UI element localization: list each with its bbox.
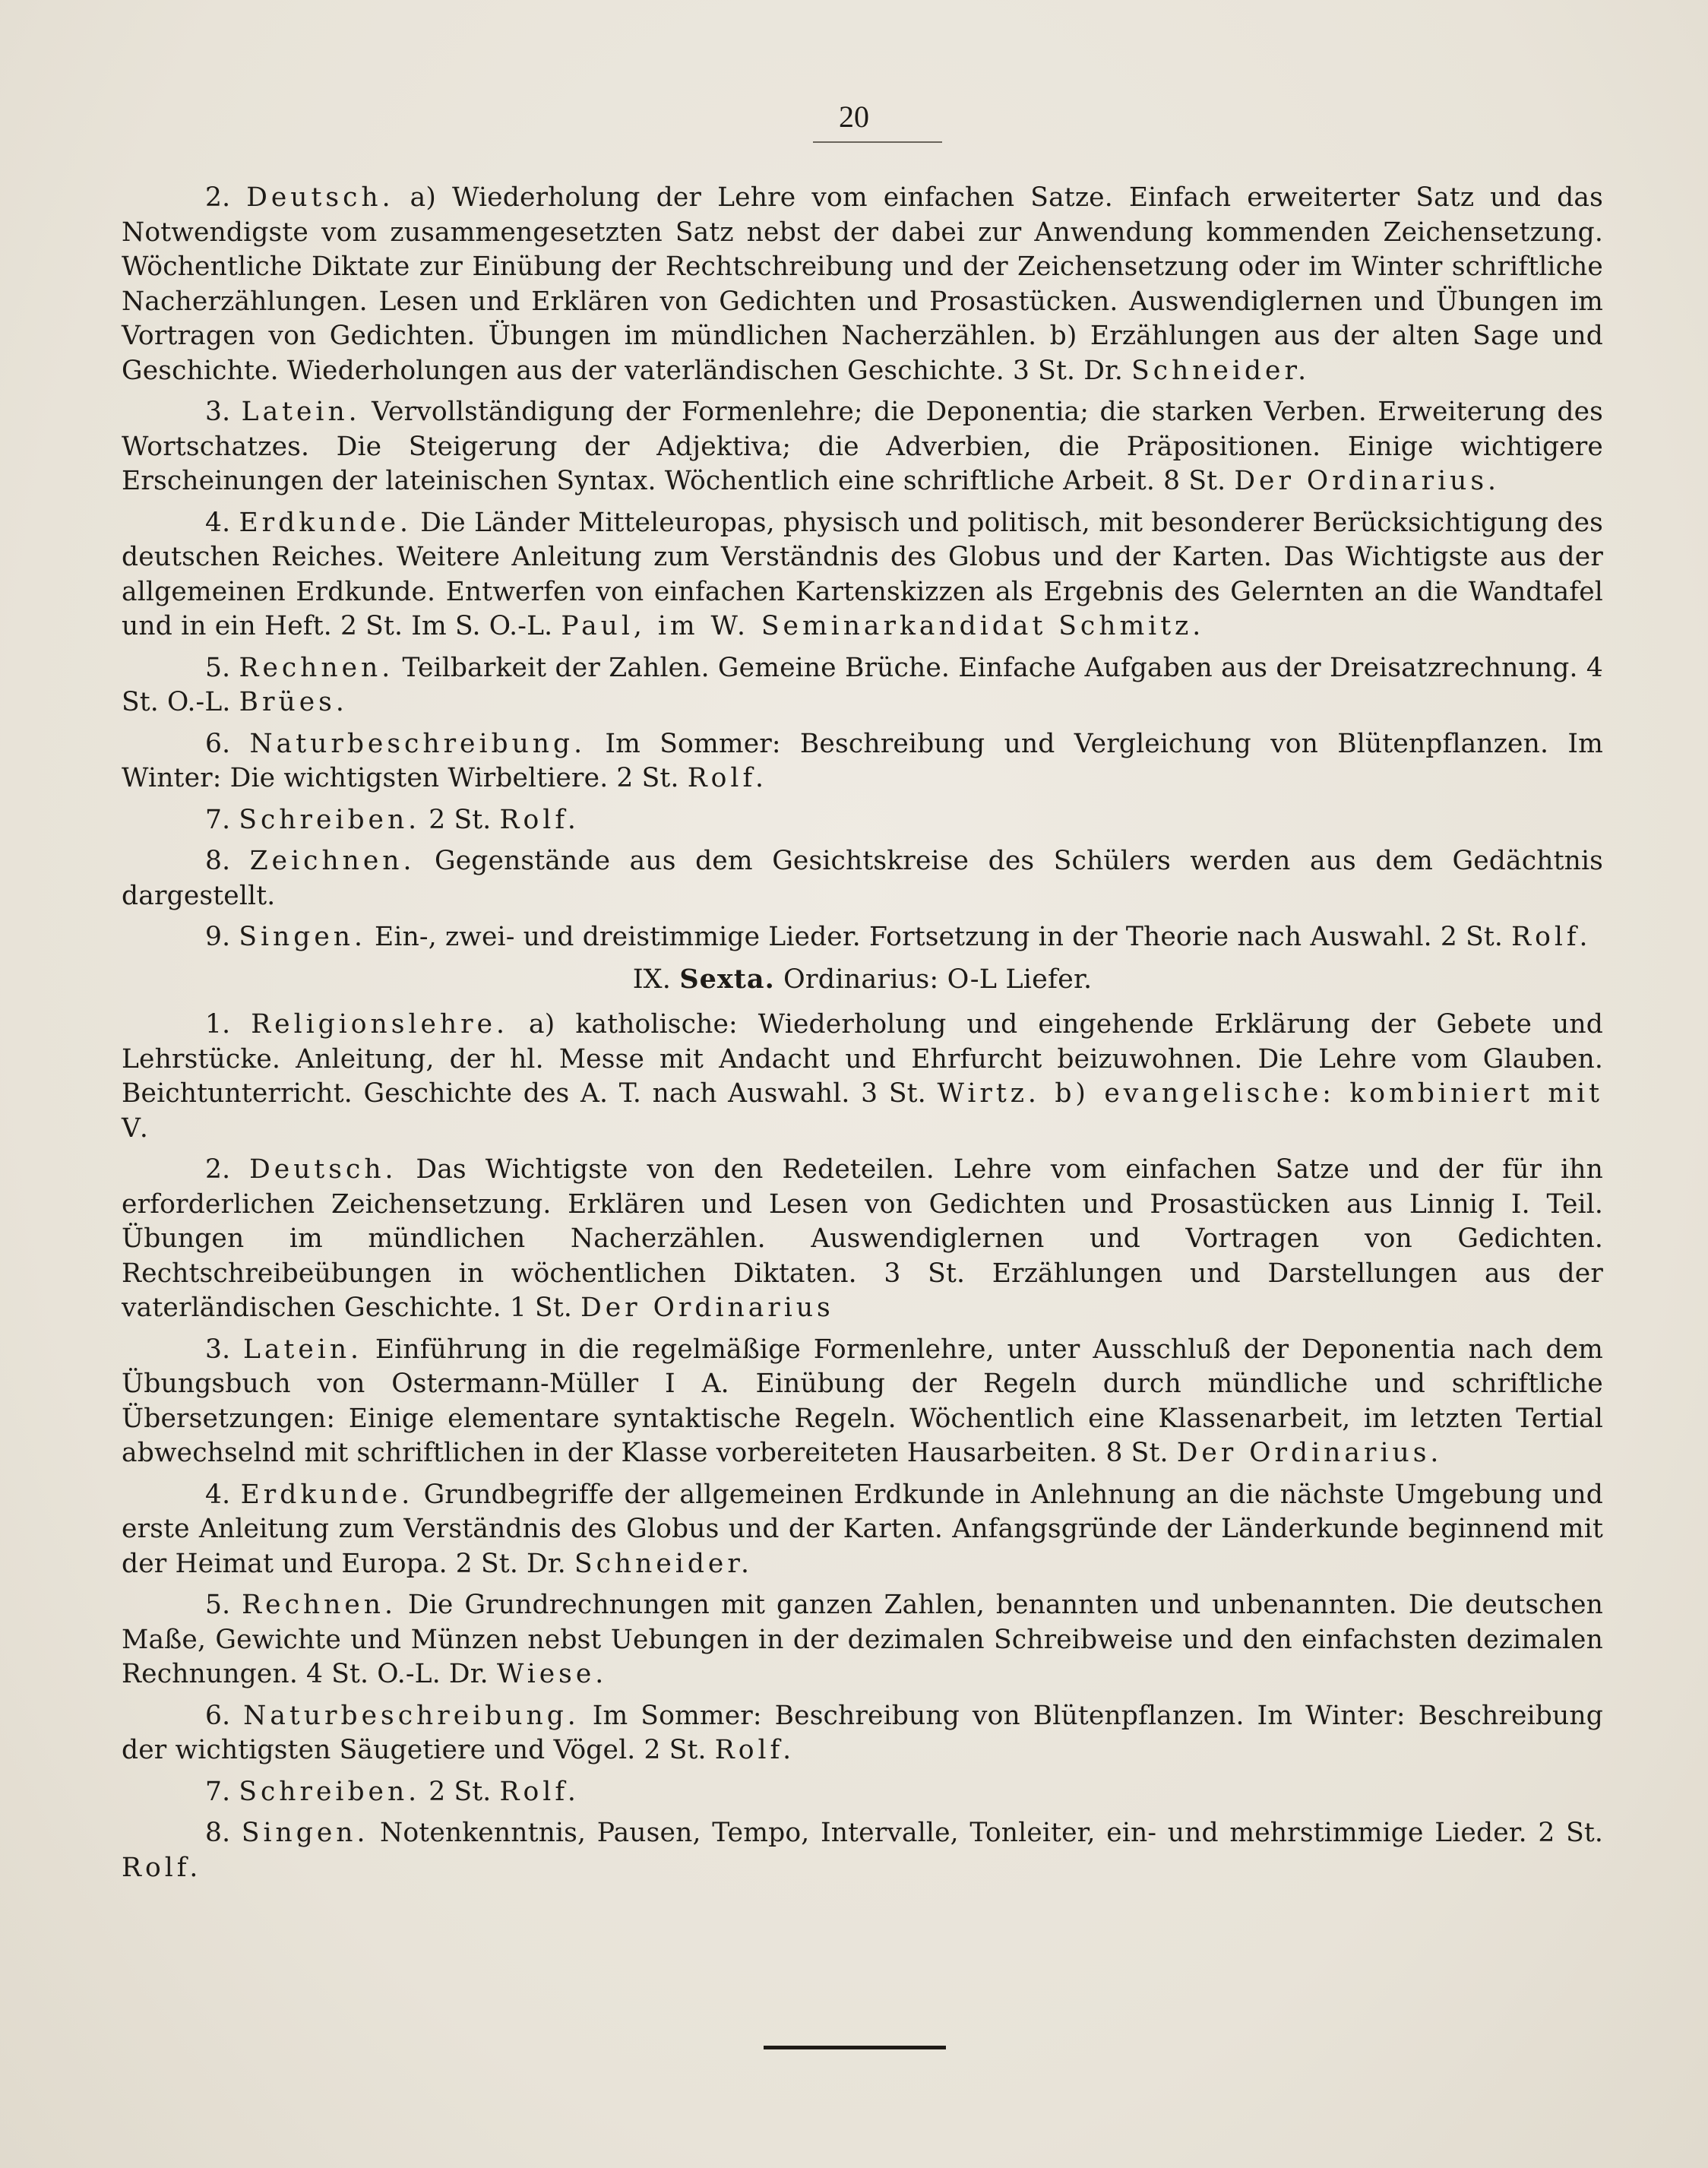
subject-teacher: Schneider. xyxy=(574,1548,753,1579)
section-number: IX. xyxy=(632,964,672,995)
end-rule xyxy=(764,2046,946,2049)
subject-teacher: Rolf. xyxy=(1511,922,1592,952)
subject-text: Grundbegriffe der allgemeinen Erdkunde in Anlehnung an die nächste Umgebung und erste Anleitung zum Verständnis des Globus und der Karten. Anfangsgründe der Länderkunde beginnend mit der Heimat und Europa. 2 St. Dr. xyxy=(122,1479,1603,1579)
subject-teacher: Wirtz. b) evangelische: kombiniert mit V. xyxy=(122,1078,1604,1144)
section-heading xyxy=(122,962,1603,998)
subject-title: Deutsch. xyxy=(249,1154,397,1185)
subject-paragraph: 4. Erdkunde. Die Länder Mitteleuropas, physisch und politisch, mit besonderer Berücksichtigung des deutschen Reiches. Weitere Anleitung zum Verständnis des Globus und der Karten. Das Wichtigste aus der allgemeinen Erdkunde. Entwerfen von einfachen Kartenskizzen als Ergebnis des Gelernten an die Wandtafel und in ein Heft. 2 St. Im S. O.-L. Paul, im W. Seminarkandidat Schmitz. xyxy=(122,507,1604,641)
subject-title: Rechnen. xyxy=(239,652,394,683)
subjects-section-previous xyxy=(122,181,1603,1892)
subject-text: Gegenstände aus dem Gesichtskreise des Schülers werden aus dem Gedächtnis dargestellt. xyxy=(122,846,1604,911)
page-number-rule xyxy=(813,141,942,143)
subject-title: Religionslehre. xyxy=(251,1009,509,1040)
subject-title: Naturbeschreibung. xyxy=(249,728,587,759)
subject-text: a) katholische: Wiederholung und eingehende Erklärung der Gebete und Lehrstücke. Anleitung, der hl. Messe mit Andacht und Ehrfurcht beizuwohnen. Die Lehre vom Glauben. Beichtunterricht. Geschichte des A. T. nach Auswahl. 3 St. xyxy=(122,1009,1603,1109)
subject-paragraph: 5. Rechnen. Die Grundrechnungen mit ganzen Zahlen, benannten und unbenannten. Die deutschen Maße, Gewichte und Münzen nebst Uebungen in der dezimalen Schreibweise und den einfachsten dezimalen Rechnungen. 4 St. O.-L. Dr. Wiese. xyxy=(122,1590,1604,1689)
subject-paragraph: 7. Schreiben. 2 St. Rolf. xyxy=(205,1776,580,1807)
subject-text: Vervollständigung der Formenlehre; die Deponentia; die starken Verben. Erweiterung des Wortschatzes. Die Steigerung der Adjektiva; die Adverbien, die Präpositionen. Einige wichtigere Erscheinungen der lateinischen Syntax. Wöchentlich eine schriftliche Arbeit. 8 St. xyxy=(122,397,1603,496)
subject-teacher: Der Ordinarius. xyxy=(1176,1438,1443,1468)
subject-title: Schreiben. xyxy=(239,804,421,835)
subject-title: Latein. xyxy=(241,397,361,427)
subject-paragraph: 4. Erdkunde. Grundbegriffe der allgemeinen Erdkunde in Anlehnung an die nächste Umgebung und erste Anleitung zum Verständnis des Globus und der Karten. Anfangsgründe der Länderkunde beginnend mit der Heimat und Europa. 2 St. Dr. Schneider. xyxy=(122,1479,1603,1579)
subject-text: Einführung in die regelmäßige Formenlehre, unter Ausschluß der Deponentia nach dem Übungsbuch von Ostermann-Müller I A. Einübung der Regeln durch mündliche und schriftliche Übersetzungen: Einige elementare syntaktische Regeln. Wöchentlich eine Klassenarbeit, im letzten Tertial abwechselnd mit schriftlichen in der Klasse vorbereiteten Hausarbeiten. 8 St. xyxy=(122,1334,1604,1468)
subject-teacher: Schneider. xyxy=(1131,355,1311,386)
subject-paragraph: 8. Zeichnen. Gegenstände aus dem Gesichtskreise des Schülers werden aus dem Gedächtnis dargestellt. xyxy=(122,846,1604,911)
subject-teacher: Rolf. xyxy=(499,804,580,835)
subject-title: Singen. xyxy=(241,1818,369,1848)
subject-text: 2 St. xyxy=(429,1776,492,1807)
subject-paragraph: 9. Singen. Ein-, zwei- und dreistimmige Lieder. Fortsetzung in der Theorie nach Auswahl. 2 St. Rolf. xyxy=(205,922,1592,952)
subject-teacher: Rolf. xyxy=(687,763,767,793)
subject-teacher: Der Ordinarius xyxy=(580,1293,834,1323)
subject-paragraph: 3. Latein. Vervollständigung der Formenlehre; die Deponentia; die starken Verben. Erweiterung des Wortschatzes. Die Steigerung der Adjektiva; die Adverbien, die Präpositionen. Einige wichtigere Erscheinungen der lateinischen Syntax. Wöchentlich eine schriftliche Arbeit. 8 St. Der Ordinarius. xyxy=(122,397,1603,496)
subject-paragraph: 8. Singen. Notenkenntnis, Pausen, Tempo, Intervalle, Tonleiter, ein- und mehrstimmige Lieder. 2 St. Rolf. xyxy=(122,1818,1604,1883)
subject-teacher: Brües. xyxy=(239,687,348,717)
subject-paragraph: 6. Naturbeschreibung. Im Sommer: Beschreibung und Vergleichung von Blütenpflanzen. Im Winter: Die wichtigsten Wirbeltiere. 2 St. Rolf. xyxy=(122,728,1603,793)
subject-title: Zeichnen. xyxy=(249,846,416,876)
section-ordinarius-label: Ordinarius: xyxy=(783,964,939,995)
subject-teacher: Paul, im W. Seminarkandidat Schmitz. xyxy=(561,611,1205,641)
subject-teacher: Der Ordinarius. xyxy=(1234,466,1501,496)
subject-text: Notenkenntnis, Pausen, Tempo, Intervalle, Tonleiter, ein- und mehrstimmige Lieder. 2 St. xyxy=(380,1818,1604,1848)
subject-title: Latein. xyxy=(243,1334,363,1365)
subject-text: Die Grundrechnungen mit ganzen Zahlen, benannten und unbenannten. Die deutschen Maße, Gewichte und Münzen nebst Uebungen in der dezimalen Schreibweise und den einfachsten dezimalen Rechnungen. 4 St. O.-L. Dr. xyxy=(122,1590,1604,1689)
subject-paragraph: 3. Latein. Einführung in die regelmäßige Formenlehre, unter Ausschluß der Deponentia nach dem Übungsbuch von Ostermann-Müller I A. Einübung der Regeln durch mündliche und schriftliche Übersetzungen: Einige elementare syntaktische Regeln. Wöchentlich eine Klassenarbeit, im letzten Tertial abwechselnd mit schriftlichen in der Klasse vorbereiteten Hausarbeiten. 8 St. Der Ordinarius. xyxy=(122,1334,1604,1468)
subject-title: Singen. xyxy=(239,922,366,952)
subject-paragraph: 1. Religionslehre. a) katholische: Wiederholung und eingehende Erklärung der Gebete und Lehrstücke. Anleitung, der hl. Messe mit Andacht und Ehrfurcht beizuwohnen. Die Lehre vom Glauben. Beichtunterricht. Geschichte des A. T. nach Auswahl. 3 St. Wirtz. b) evangelische: kombiniert mit V. xyxy=(122,1009,1604,1144)
subject-title: Deutsch. xyxy=(246,182,394,213)
subject-text: Teilbarkeit der Zahlen. Gemeine Brüche. Einfache Aufgaben aus der Dreisatzrechnung. 4 St. O.-L. xyxy=(122,652,1603,717)
subject-paragraph: 7. Schreiben. 2 St. Rolf. xyxy=(205,804,580,835)
subject-text: a) Wiederholung der Lehre vom einfachen Satze. Einfach erweiterter Satz und das Notwendigste vom zusammengesetzten Satz nebst der dabei zur Anwendung kommenden Zeichensetzung. Wöchentliche Diktate zur Einübung der Rechtschreibung und der Zeichensetzung oder im Winter schriftliche Nacherzählungen. Lesen und Erklären von Gedichten und Prosastücken. Auswendiglernen und Übungen im Vortragen von Gedichten. Übungen im mündlichen Nacherzählen. b) Erzählungen aus der alten Sage und Geschichte. Wiederholungen aus der vaterländischen Geschichte. 3 St. Dr. xyxy=(122,182,1603,386)
subject-teacher: Rolf. xyxy=(714,1735,795,1765)
subject-paragraph: 6. Naturbeschreibung. Im Sommer: Beschreibung von Blütenpflanzen. Im Winter: Beschreibung der wichtigsten Säugetiere und Vögel. 2 St. Rolf. xyxy=(122,1700,1603,1765)
subject-title: Naturbeschreibung. xyxy=(243,1700,580,1731)
subject-title: Erdkunde. xyxy=(239,507,413,538)
subject-text: Ein-, zwei- und dreistimmige Lieder. Fortsetzung in der Theorie nach Auswahl. 2 St. xyxy=(375,922,1503,952)
subject-paragraph: 2. Deutsch. a) Wiederholung der Lehre vom einfachen Satze. Einfach erweiterter Satz und das Notwendigste vom zusammengesetzten Satz nebst der dabei zur Anwendung kommenden Zeichensetzung. Wöchentliche Diktate zur Einübung der Rechtschreibung und der Zeichensetzung oder im Winter schriftliche Nacherzählungen. Lesen und Erklären von Gedichten und Prosastücken. Auswendiglernen und Übungen im Vortragen von Gedichten. Übungen im mündlichen Nacherzählen. b) Erzählungen aus der alten Sage und Geschichte. Wiederholungen aus der vaterländischen Geschichte. 3 St. Dr. Schneider. xyxy=(122,182,1603,386)
subject-teacher: Rolf. xyxy=(499,1776,580,1807)
section-ordinarius-name: O-L Liefer. xyxy=(947,964,1093,995)
subject-teacher: Wiese. xyxy=(496,1659,608,1689)
section-title: Sexta. xyxy=(679,963,775,995)
subject-text: Das Wichtigste von den Redeteilen. Lehre vom einfachen Satze und der für ihn erforderlichen Zeichensetzung. Erklären und Lesen von Gedichten und Prosastücken aus Linnig I. Teil. Übungen im mündlichen Nacherzählen. Auswendiglernen und Vortragen von Gedichten. Rechtschreibeübungen in wöchentlichen Diktaten. 3 St. Erzählungen und Darstellungen aus der vaterländischen Geschichte. 1 St. xyxy=(122,1154,1603,1323)
subject-title: Schreiben. xyxy=(239,1776,421,1807)
subject-text: 2 St. xyxy=(429,804,492,835)
subject-paragraph: 2. Deutsch. Das Wichtigste von den Redeteilen. Lehre vom einfachen Satze und der für ihn erforderlichen Zeichensetzung. Erklären und Lesen von Gedichten und Prosastücken aus Linnig I. Teil. Übungen im mündlichen Nacherzählen. Auswendiglernen und Vortragen von Gedichten. Rechtschreibeübungen in wöchentlichen Diktaten. 3 St. Erzählungen und Darstellungen aus der vaterländischen Geschichte. 1 St. Der Ordinarius xyxy=(122,1154,1603,1323)
subject-text: Die Länder Mitteleuropas, physisch und politisch, mit besonderer Berücksichtigung des deutschen Reiches. Weitere Anleitung zum Verständnis des Globus und der Karten. Das Wichtigste aus der allgemeinen Erdkunde. Entwerfen von einfachen Kartenskizzen als Ergebnis des Gelernten an die Wandtafel und in ein Heft. 2 St. Im S. O.-L. xyxy=(122,507,1604,641)
page-number: 20 xyxy=(839,100,869,134)
subject-text: Im Sommer: Beschreibung und Vergleichung von Blütenpflanzen. Im Winter: Die wichtigsten Wirbeltiere. 2 St. xyxy=(122,728,1603,793)
subject-teacher: Rolf. xyxy=(122,1852,202,1883)
subject-paragraph: 5. Rechnen. Teilbarkeit der Zahlen. Gemeine Brüche. Einfache Aufgaben aus der Dreisatzrechnung. 4 St. O.-L. Brües. xyxy=(122,652,1603,717)
subject-title: Erdkunde. xyxy=(240,1479,414,1510)
subject-title: Rechnen. xyxy=(242,1590,397,1620)
subject-text: Im Sommer: Beschreibung von Blütenpflanzen. Im Winter: Beschreibung der wichtigsten Säugetiere und Vögel. 2 St. xyxy=(122,1700,1603,1765)
